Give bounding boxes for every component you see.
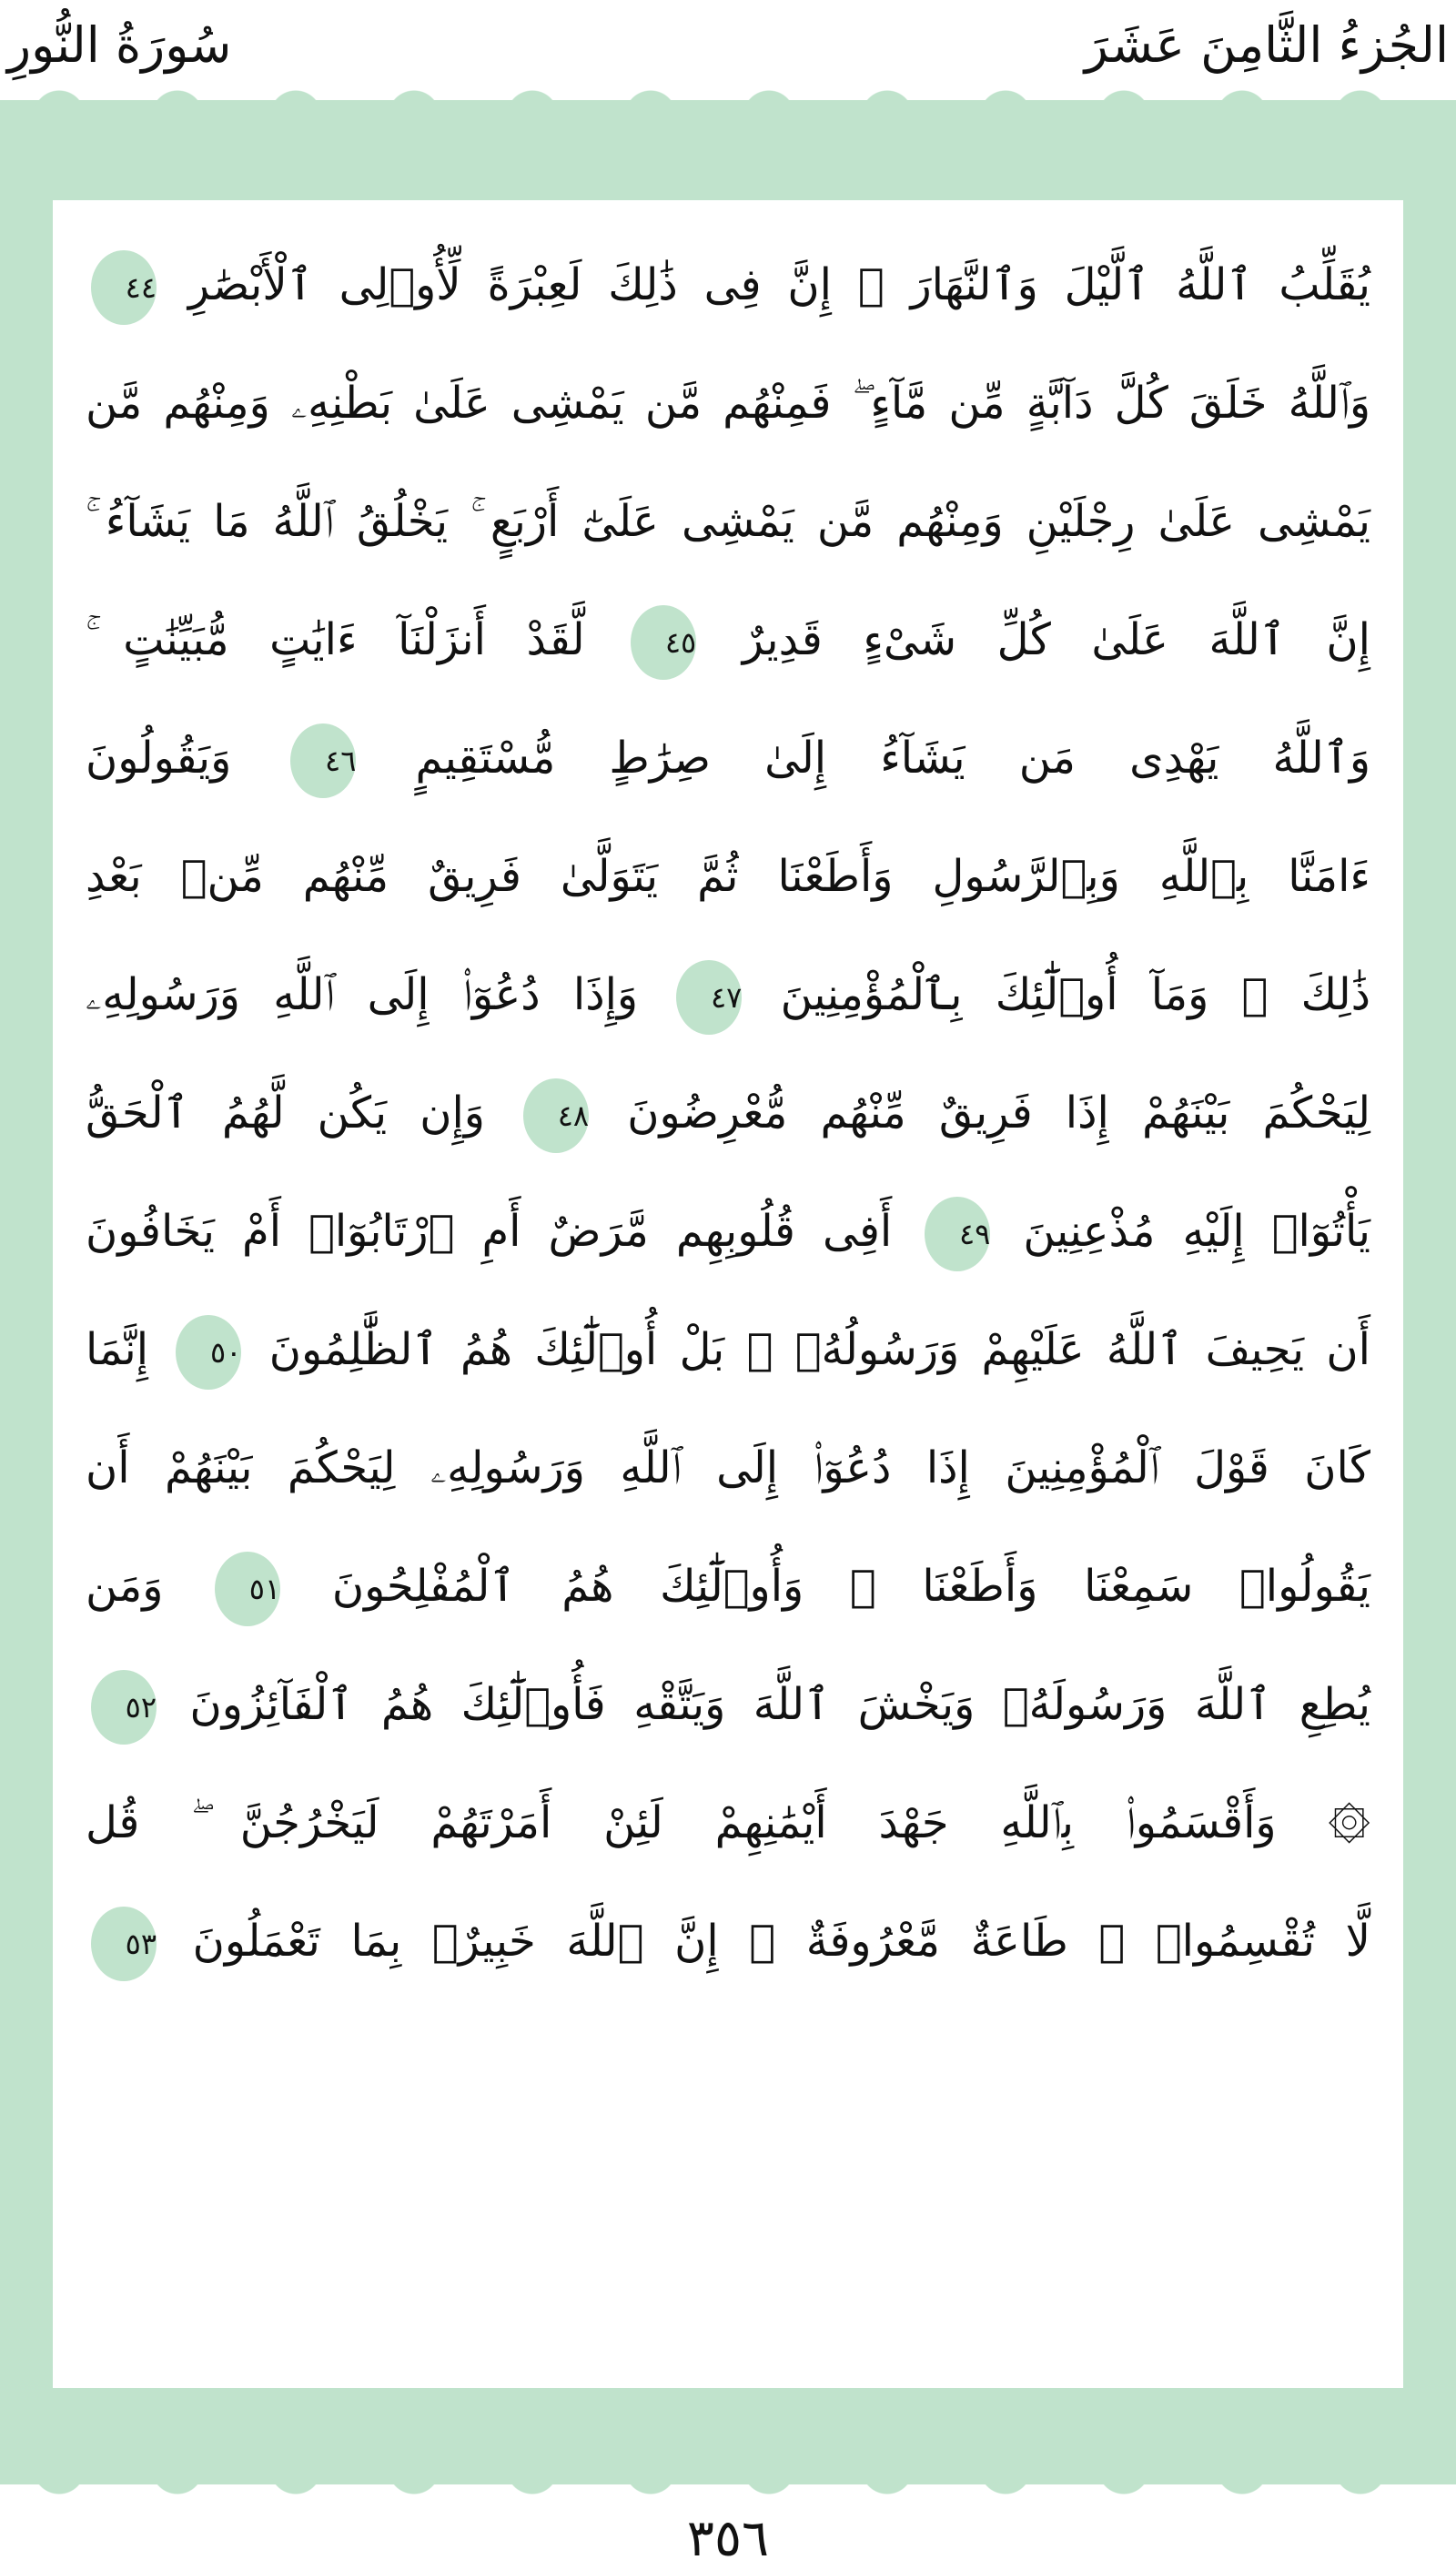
verse-text: لِيَحْكُمَ بَيْنَهُمْ إِذَا فَرِيقٌ مِّنْهُم مُّعْرِضُونَ: [627, 1088, 1371, 1138]
verse-number-marker: ٤٦: [290, 723, 356, 798]
text-line: [86, 1172, 1370, 1290]
verse-text: وَإِن يَكُن لَّهُمُ ٱلْحَقُّ: [86, 1088, 485, 1138]
surah-name-header: سُورَةُ النُّورِ: [7, 16, 232, 74]
text-line: [86, 581, 1370, 699]
verse-text: يَقُولُوا۟ سَمِعْنَا وَأَطَعْنَا ۚ وَأُو۟لَٰٓئِكَ هُمُ ٱلْمُفْلِحُونَ: [331, 1561, 1370, 1612]
text-line: [86, 1764, 1370, 1882]
verse-text: ۞ وَأَقْسَمُوا۟ بِٱللَّهِ جَهْدَ أَيْمَٰنِهِمْ لَئِنْ أَمَرْتَهُمْ لَيَخْرُجُنَّ ۖ قُل: [86, 1797, 1370, 1848]
verse-text: أَن يَحِيفَ ٱللَّهُ عَلَيْهِمْ وَرَسُولُهُۥ ۚ بَلْ أُو۟لَٰٓئِكَ هُمُ ٱلظَّٰلِمُونَ: [268, 1324, 1371, 1375]
verse-number-marker: ٥٠: [176, 1315, 241, 1390]
verse-number-marker: ٥٢: [91, 1670, 157, 1745]
text-line: [86, 1645, 1370, 1764]
juz-name-header: الجُزءُ الثَّامِنَ عَشَرَ: [1084, 16, 1449, 74]
page-frame: [0, 100, 1456, 2484]
text-line: [86, 1527, 1370, 1645]
text-line: [86, 1409, 1370, 1527]
verse-text: إِنَّ ٱللَّهَ عَلَىٰ كُلِّ شَىْءٍ قَدِيرٌ: [742, 614, 1371, 665]
text-line: [86, 817, 1370, 936]
verse-text: لَّا تُقْسِمُوا۟ ۖ طَاعَةٌ مَّعْرُوفَةٌ ۚ إِنَّ ٱللَّهَ خَبِيرٌۢ بِمَا تَعْمَلُونَ: [192, 1916, 1370, 1967]
verse-text: أَفِى قُلُوبِهِم مَّرَضٌ أَمِ ٱرْتَابُوٓا۟ أَمْ يَخَافُونَ: [86, 1206, 893, 1257]
verse-text: وَٱللَّهُ يَهْدِى مَن يَشَآءُ إِلَىٰ صِرَٰطٍ مُّسْتَقِيمٍ: [415, 733, 1370, 784]
verse-text: لَّقَدْ أَنزَلْنَآ ءَايَٰتٍ مُّبَيِّنَٰتٍ ۚ: [86, 614, 585, 665]
verse-number-marker: ٤٧: [676, 960, 742, 1035]
verse-number-marker: ٤٥: [631, 605, 696, 680]
verse-text: وَمَن: [86, 1561, 164, 1612]
verse-number-marker: ٥٣: [91, 1907, 157, 1981]
frame-scallop-top: [0, 80, 1456, 116]
verse-number-marker: ٤٩: [925, 1197, 990, 1271]
verse-text: كَانَ قَوْلَ ٱلْمُؤْمِنِينَ إِذَا دُعُوٓا۟ إِلَى ٱللَّهِ وَرَسُولِهِۦ لِيَحْكُمَ بَيْنَهُمْ أَن: [86, 1442, 1370, 1493]
verse-number-marker: ٤٨: [523, 1078, 589, 1153]
text-line: [86, 936, 1370, 1054]
verse-text: يَمْشِى عَلَىٰ رِجْلَيْنِ وَمِنْهُم مَّن يَمْشِى عَلَىٰٓ أَرْبَعٍ ۚ يَخْلُقُ ٱللَّهُ مَا يَشَآءُ ۚ: [86, 496, 1370, 547]
text-line: [86, 344, 1370, 462]
verse-text: إِنَّمَا: [86, 1324, 149, 1375]
page-number: ٣٥٦: [686, 2509, 770, 2568]
verse-text: وَٱللَّهُ خَلَقَ كُلَّ دَآبَّةٍ مِّن مَّآءٍ ۖ فَمِنْهُم مَّن يَمْشِى عَلَىٰ بَطْنِهِۦ وَمِنْهُم مَّن: [86, 378, 1370, 429]
verse-text: وَإِذَا دُعُوٓا۟ إِلَى ٱللَّهِ وَرَسُولِهِۦ: [86, 969, 639, 1020]
verse-text: يَأْتُوٓا۟ إِلَيْهِ مُذْعِنِينَ: [1023, 1206, 1370, 1257]
text-line: [86, 226, 1370, 344]
verse-number-marker: ٥١: [215, 1552, 280, 1626]
verse-text: يُقَلِّبُ ٱللَّهُ ٱلَّيْلَ وَٱلنَّهَارَ ۚ إِنَّ فِى ذَٰلِكَ لَعِبْرَةً لِّأُو۟لِى ٱلْأَبْصَٰرِ: [187, 259, 1370, 310]
text-line: [86, 462, 1370, 581]
verse-number-marker: ٤٤: [91, 250, 157, 325]
verse-text-area: [53, 200, 1403, 2388]
verse-text: ءَامَنَّا بِٱللَّهِ وَبِٱلرَّسُولِ وَأَطَعْنَا ثُمَّ يَتَوَلَّىٰ فَرِيقٌ مِّنْهُم مِّنۢ بَعْدِ: [86, 851, 1370, 902]
text-line: [86, 1882, 1370, 2000]
text-line: [86, 1290, 1370, 1409]
verse-text: وَيَقُولُونَ: [86, 733, 232, 784]
text-line: [86, 1054, 1370, 1172]
verse-text: ذَٰلِكَ ۚ وَمَآ أُو۟لَٰٓئِكَ بِٱلْمُؤْمِنِينَ: [780, 969, 1371, 1020]
verse-text: يُطِعِ ٱللَّهَ وَرَسُولَهُۥ وَيَخْشَ ٱللَّهَ وَيَتَّقْهِ فَأُو۟لَٰٓئِكَ هُمُ ٱلْفَآئِزُونَ: [189, 1679, 1370, 1730]
frame-scallop-bottom: [0, 2468, 1456, 2504]
text-line: [86, 699, 1370, 817]
